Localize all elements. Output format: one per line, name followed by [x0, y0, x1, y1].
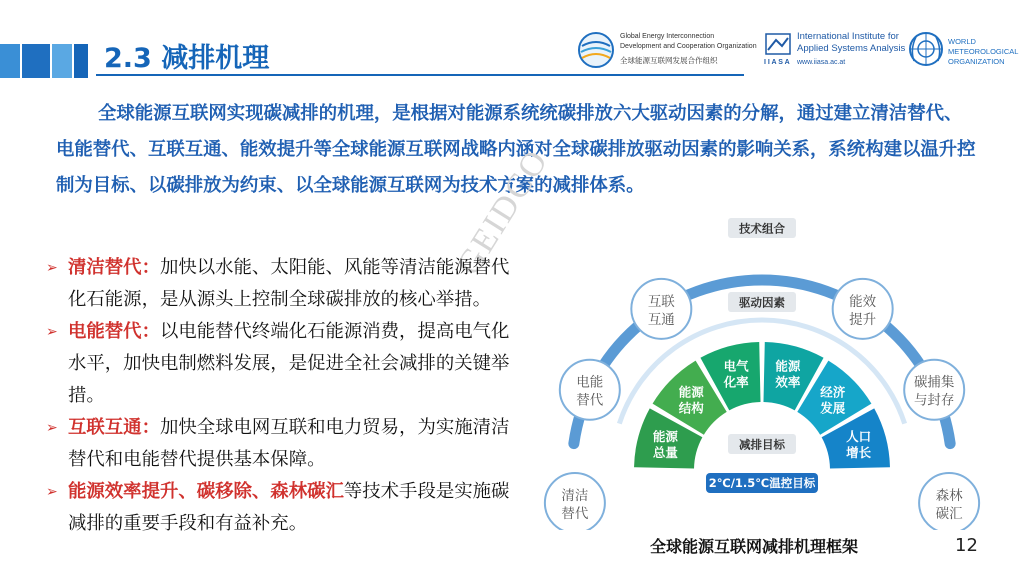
driver-segment-label: 增长 [846, 445, 872, 461]
bullet-body: 以电能替代终端化石能源消费，提高电气化水平，加快电制燃料发展，是促进全社会减排的关键举措。 [68, 321, 510, 406]
technology-circle-label: 替代 [576, 392, 604, 409]
arrow-bullet-icon: ➢ [46, 420, 58, 436]
bullet-keyword: 互联互通： [68, 417, 160, 438]
bullet-text [68, 316, 516, 412]
technology-circle-label: 清洁 [561, 487, 589, 504]
page-number: 12 [955, 535, 978, 556]
wmo-name-1: WORLD [948, 37, 976, 46]
technology-circle-label: 森林 [935, 487, 963, 504]
page-title: 2.3 减排机理 [104, 43, 270, 74]
technology-circle-label: 提升 [849, 311, 877, 328]
technology-circle-label: 碳捕集 [913, 374, 955, 391]
driver-segment-label: 结构 [678, 400, 704, 416]
iiasa-url: www.iiasa.ac.at [797, 59, 846, 66]
technology-circle-label: 替代 [561, 505, 589, 522]
wmo-name-2: METEOROLOGICAL [948, 47, 1019, 56]
bullet-keyword: 电能替代： [68, 321, 160, 342]
list-item [46, 476, 516, 540]
list-item [46, 412, 516, 476]
bullet-text [68, 412, 516, 476]
driver-segment-label: 发展 [820, 400, 846, 416]
geidco-name-en-2: Development and Cooperation Organization [620, 43, 757, 50]
bullet-text [68, 476, 516, 540]
wmo-emblem-icon [906, 29, 946, 69]
arrow-bullet-icon: ➢ [46, 324, 58, 340]
title-divider [96, 74, 744, 76]
technology-label: 技术组合 [739, 221, 785, 236]
driver-segment-label: 经济 [820, 384, 846, 400]
drivers-label: 驱动因素 [739, 295, 785, 310]
target-label: 减排目标 [739, 437, 785, 452]
geidco-globe-icon [576, 30, 616, 70]
intro-paragraph: 全球能源互联网实现碳减排的机理，是根据对能源系统统碳排放六大驱动因素的分解，通过建立清洁替代、电能替代、互联互通、能效提升等全球能源互联网战略内涵对全球碳排放驱动因素的影响关系，系统构建以温升控制为目标、以碳排放为约束、以全球能源互联网为技术方案的减排体系。 [56, 103, 976, 196]
driver-segment-label: 人口 [846, 429, 872, 445]
geidco-name-cn: 全球能源互联网发展合作组织 [620, 56, 718, 65]
technology-circle-label: 碳汇 [935, 505, 963, 522]
driver-segment-label: 电气 [723, 358, 749, 374]
list-item [46, 316, 516, 412]
bullet-body: 加快以水能、太阳能、风能等清洁能源替代化石能源，是从源头上控制全球碳排放的核心举措。 [68, 257, 510, 310]
bullet-keyword: 能源效率提升、碳移除、森林碳汇 [68, 481, 344, 502]
driver-segment-label: 总量 [652, 445, 678, 461]
bullet-body: 加快全球电网互联和电力贸易，为实施清洁替代和电能替代提供基本保障。 [68, 417, 510, 470]
iiasa-name-2: Applied Systems Analysis [797, 43, 906, 54]
technology-circle-label: 能效 [849, 293, 877, 310]
driver-segment-label: 能源 [678, 384, 704, 400]
list-item [46, 252, 516, 316]
arrow-bullet-icon: ➢ [46, 260, 58, 276]
bullet-keyword: 清洁替代： [68, 257, 160, 278]
geidco-logo [574, 28, 764, 72]
iiasa-logo [764, 28, 904, 72]
emission-reduction-framework-diagram [540, 212, 1024, 530]
geidco-name-en-1: Global Energy Interconnection [620, 33, 715, 40]
wmo-logo [906, 28, 1024, 72]
iiasa-abbr: I I A S A [764, 59, 790, 66]
iiasa-mark-icon [764, 30, 794, 60]
driver-segment-label: 能源 [775, 358, 801, 374]
technology-circle-label: 互联 [647, 293, 675, 310]
bullet-body: 等技术手段是实施碳减排的重要手段和有益补充。 [68, 481, 510, 534]
bullet-text [68, 252, 516, 316]
driver-segment-label: 效率 [775, 374, 801, 390]
driver-segment-label: 化率 [723, 374, 749, 390]
technology-circle-label: 电能 [576, 374, 604, 391]
iiasa-name-1: International Institute for [797, 31, 899, 42]
driver-segment-label: 能源 [652, 429, 678, 445]
technology-circle-label: 与封存 [913, 392, 955, 409]
arrow-bullet-icon: ➢ [46, 484, 58, 500]
target-value: 2℃/1.5℃温控目标 [708, 476, 816, 490]
wmo-name-3: ORGANIZATION [948, 57, 1005, 66]
bullet-list [46, 252, 516, 540]
technology-circle-label: 互通 [647, 311, 675, 328]
diagram-caption: 全球能源互联网减排机理框架 [650, 537, 859, 556]
watermark: GEIDCO [450, 142, 556, 282]
